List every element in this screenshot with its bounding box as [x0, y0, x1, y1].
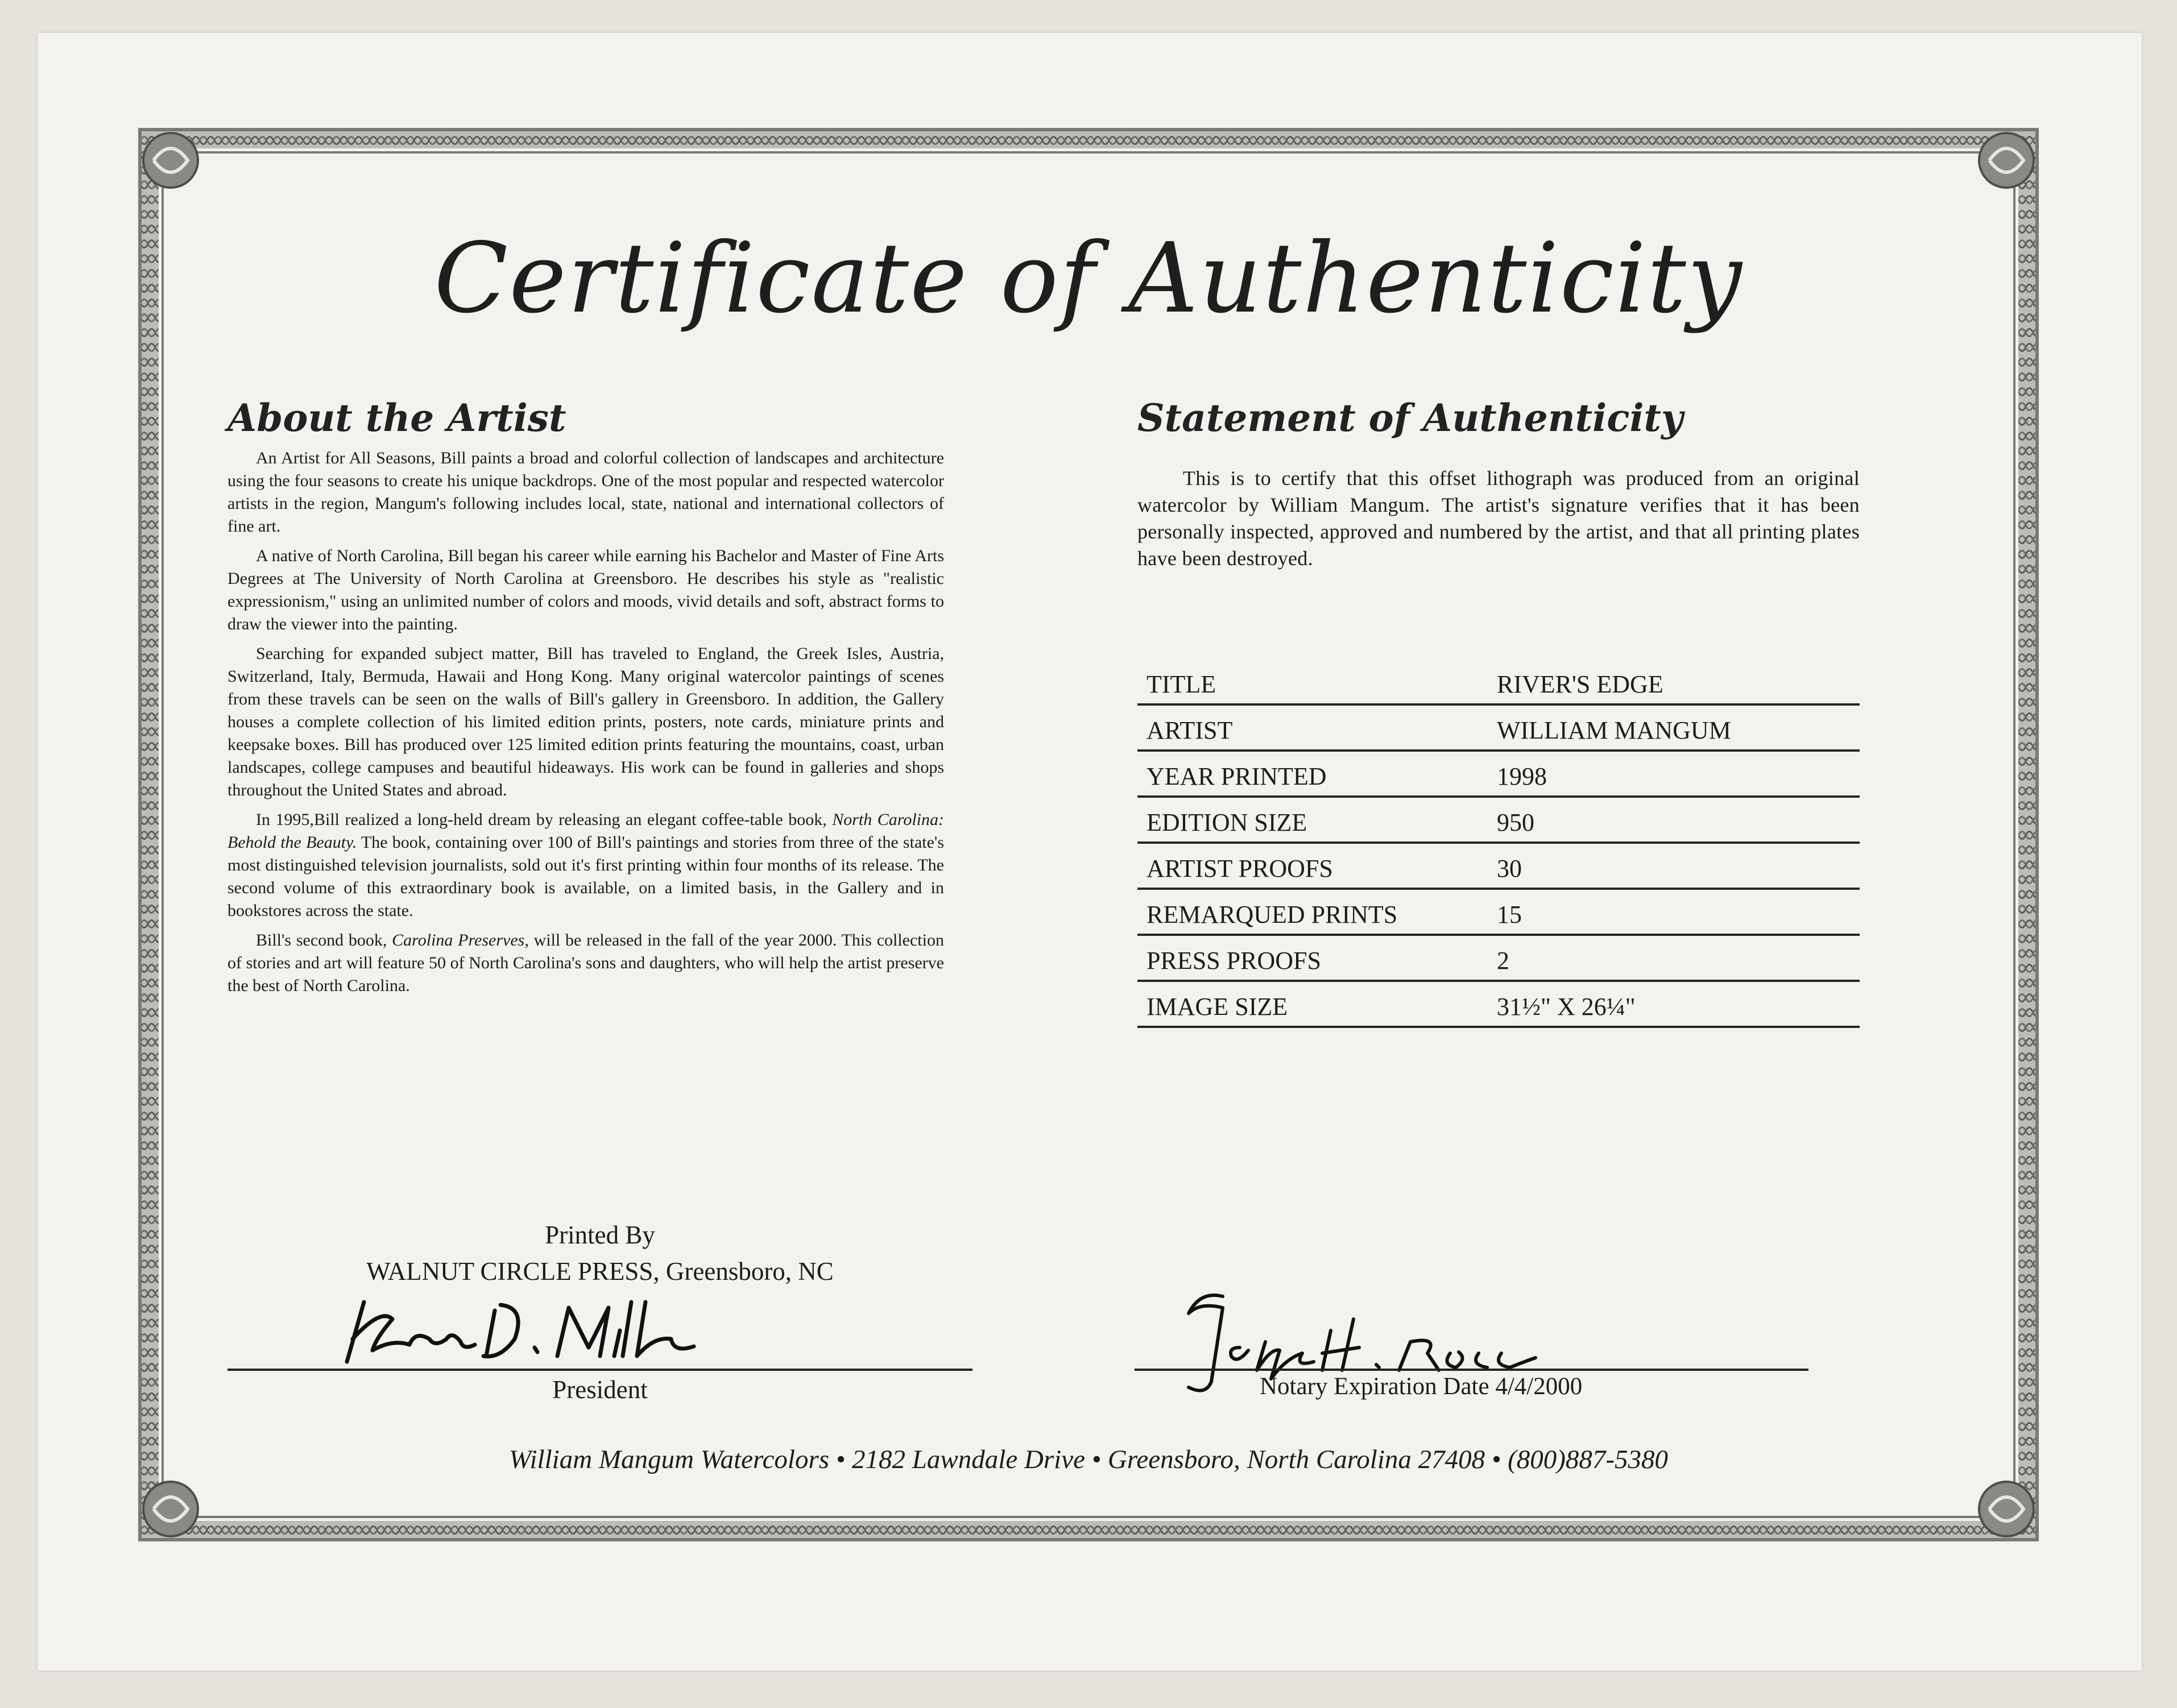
- detail-value: 31½" X 26¼": [1497, 993, 1636, 1021]
- statement-heading: Statement of Authenticity: [1137, 396, 1683, 440]
- certificate-title: Certificate of Authenticity: [434, 222, 1743, 335]
- paragraph-text: Bill's second book,: [256, 931, 392, 950]
- president-label: President: [552, 1375, 648, 1404]
- about-paragraph-4: [227, 809, 944, 922]
- detail-row: [1137, 798, 1860, 844]
- detail-label: TITLE: [1147, 670, 1216, 698]
- about-paragraph-5: [227, 929, 944, 997]
- detail-row: [1137, 752, 1860, 798]
- about-artist-heading: About the Artist: [227, 396, 566, 440]
- about-paragraph-1: An Artist for All Seasons, Bill paints a broad and colorful collection of landscapes and architecture using the four seasons to create his unique backdrops. One of the most popular and respected watercolor artists in the region, Mangum's following includes local, state, national and international collectors of fine art.: [227, 449, 944, 536]
- detail-label: YEAR PRINTED: [1147, 762, 1327, 790]
- statement-text: This is to certify that this offset lithograph was produced from an original watercolor by William Mangum. The artist's signature verifies that it has been personally inspected, approved and numbered by the artist, and that all printing plates have been destroyed.: [1137, 467, 1860, 570]
- detail-value: 15: [1497, 901, 1522, 928]
- notary-expiration: Notary Expiration Date 4/4/2000: [1260, 1373, 1583, 1400]
- detail-label: IMAGE SIZE: [1147, 993, 1288, 1021]
- detail-value: 2: [1497, 947, 1509, 975]
- president-signature-line: [227, 1369, 972, 1371]
- paragraph-text: The book, containing over 100 of Bill's paintings and stories from three of the state's most distinguished television journalists, sold out it's first printing within four months of its release. The second volume of this extraordinary book is available, on a limited basis, in the Gallery and in bookstores across the state.: [227, 833, 944, 920]
- detail-label: ARTIST: [1147, 716, 1233, 744]
- detail-value: RIVER'S EDGE: [1497, 670, 1663, 698]
- about-paragraph-2: A native of North Carolina, Bill began his career while earning his Bachelor and Master of Fine Arts Degrees at The University of North Carolina at Greensboro. He describes his style as "realistic expressionism," using an unlimited number of colors and moods, vivid details and soft, abstract forms to draw the viewer into the painting.: [227, 546, 944, 633]
- detail-row: [1137, 936, 1860, 982]
- president-signature: [330, 1285, 762, 1376]
- paragraph-text: In 1995,Bill realized a long-held dream by releasing an elegant coffee-table book,: [256, 810, 833, 829]
- detail-label: EDITION SIZE: [1147, 809, 1307, 836]
- detail-row: [1137, 660, 1860, 706]
- detail-value: 1998: [1497, 762, 1547, 790]
- detail-value: 950: [1497, 809, 1534, 836]
- detail-row: [1137, 706, 1860, 752]
- detail-row: [1137, 890, 1860, 936]
- footer-address: William Mangum Watercolors • 2182 Lawndale Drive • Greensboro, North Carolina 27408 • (800)887-5380: [508, 1445, 1669, 1474]
- paragraph-text: will be released in the fall of the year 2000. This collection of stories and art will feature 50 of North Carolina's sons and daughters, who will help the artist preserve the best of North Carolina.: [227, 931, 944, 995]
- detail-value: 30: [1497, 855, 1522, 882]
- statement-section: [1137, 392, 1860, 572]
- detail-label: ARTIST PROOFS: [1147, 855, 1333, 882]
- about-paragraph-3: Searching for expanded subject matter, Bill has traveled to England, the Greek Isles, Austria, Switzerland, Italy, Bermuda, Hawaii and Hong Kong. Many original watercolor paintings of scenes from these travels can be seen on the walls of Bill's gallery in Greensboro. In addition, the Gallery houses a complete collection of his limited edition prints, posters, note cards, miniature prints and keepsake boxes. Bill has produced over 125 limited edition prints featuring the mountains, coast, urban landscapes, college campuses and beautiful hideaways. His work can be found in galleries and shops throughout the United States and abroad.: [227, 644, 944, 799]
- detail-label: REMARQUED PRINTS: [1147, 901, 1398, 928]
- book-title: North Carolina: Behold the Beauty.: [227, 810, 944, 852]
- printer-block: [227, 1217, 972, 1290]
- printed-by-label: Printed By: [545, 1221, 655, 1249]
- detail-label: PRESS PROOFS: [1147, 947, 1321, 975]
- book-title: Carolina Preserves,: [392, 931, 529, 950]
- print-details-table: [1137, 660, 1860, 1028]
- detail-row: [1137, 844, 1860, 890]
- about-artist-section: [227, 392, 944, 1004]
- detail-value: WILLIAM MANGUM: [1497, 716, 1731, 744]
- notary-signature-line: [1135, 1369, 1808, 1371]
- detail-row: [1137, 982, 1860, 1028]
- printer-company: WALNUT CIRCLE PRESS, Greensboro, NC: [366, 1257, 834, 1286]
